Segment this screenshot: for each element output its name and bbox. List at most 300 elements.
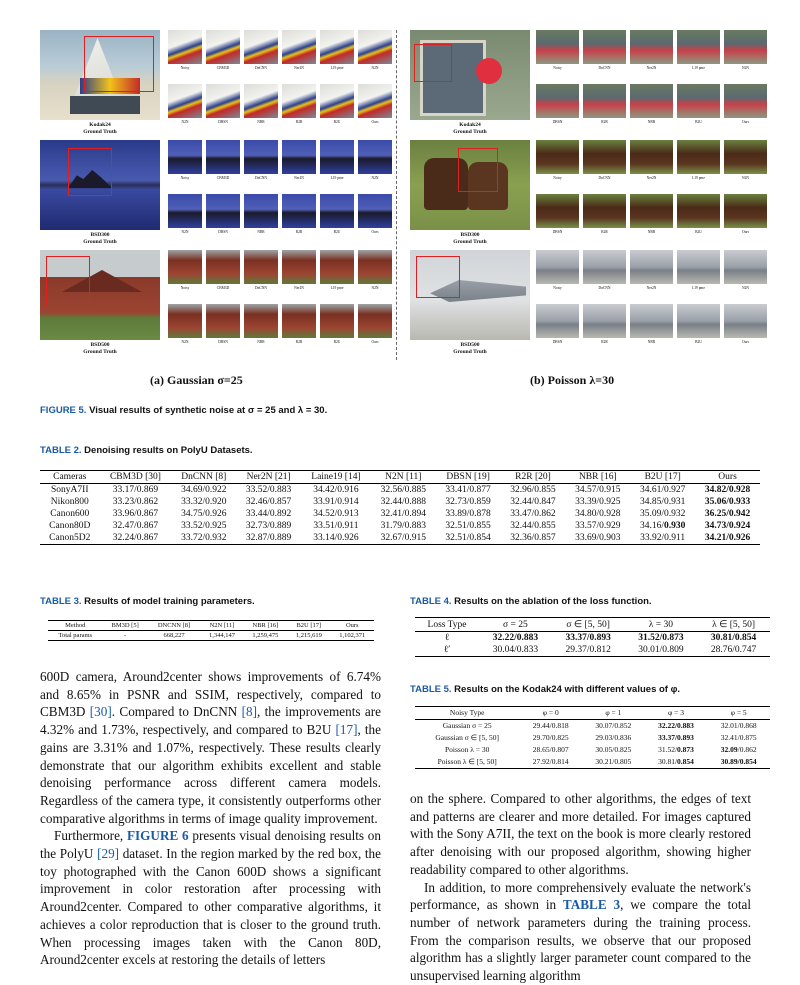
method-label: DnCNN xyxy=(598,286,611,290)
table-cell: 30.21/0.805 xyxy=(595,757,632,766)
table-cell: 33.37/0.893 xyxy=(565,633,611,643)
table-row xyxy=(40,532,760,545)
table-cell: 30.81/0.854 xyxy=(710,633,757,643)
method-thumbnail xyxy=(724,84,767,118)
method-label: N2N xyxy=(742,176,749,180)
figure-panel-poisson xyxy=(410,30,780,387)
table-header-cell: φ = 5 xyxy=(707,707,770,720)
table-header-cell: B2U [17] xyxy=(287,621,330,631)
table-cell: ℓ′ xyxy=(443,645,451,655)
table2-caption-key: TABLE 2. xyxy=(40,445,82,456)
method-label: L19 pme xyxy=(330,66,344,70)
table-cell: 33.72/0.932 xyxy=(181,533,227,543)
figure-caption-text: Visual results of synthetic noise at σ = 25 and λ = 30. xyxy=(89,405,328,416)
panel-divider xyxy=(396,30,397,360)
table-cell: Gaussian σ = 25 xyxy=(442,721,492,730)
table-cell: 1,259,475 xyxy=(252,632,279,639)
table-cell: 29.37/0.812 xyxy=(565,645,611,655)
table-header-cell: λ ∈ [5, 50] xyxy=(697,618,770,632)
method-label: N2N xyxy=(181,340,189,344)
method-label: B2U xyxy=(333,340,341,344)
table-cell: 30.81/0.854 xyxy=(658,757,694,766)
table-cell: 34.61/0.927 xyxy=(639,485,686,495)
method-label: B2U xyxy=(695,340,702,344)
table-cell: 32.73/0.889 xyxy=(245,521,292,531)
method-label: DBSN xyxy=(552,340,563,344)
method-label: DBSN xyxy=(218,120,228,124)
method-label: N2N xyxy=(181,230,189,234)
method-thumbnail xyxy=(244,140,278,174)
table-cell: 33.91/0.914 xyxy=(313,497,359,507)
method-thumbnail xyxy=(630,250,673,284)
table-row xyxy=(48,631,374,641)
table-header-cell: σ = 25 xyxy=(479,618,552,632)
table-cell: 31.52/0.873 xyxy=(658,745,694,754)
table-reference-link[interactable]: TABLE 3 xyxy=(562,897,621,913)
table4-caption-text: Results on the ablation of the loss function. xyxy=(454,596,652,607)
method-label: DnCNN xyxy=(255,286,267,290)
method-label: Ours xyxy=(742,230,749,234)
method-thumbnail xyxy=(168,140,202,174)
thumbnail-grid xyxy=(536,250,776,358)
method-thumbnail xyxy=(536,304,579,338)
table-cell: Total params xyxy=(58,632,93,639)
figure-row-bsd500 xyxy=(410,250,780,360)
table-cell: 27.92/0.814 xyxy=(532,757,569,766)
method-label: NBR xyxy=(647,230,656,234)
table-cell: 32.22/0.883 xyxy=(492,633,539,643)
method-thumbnail xyxy=(677,30,720,64)
method-thumbnail xyxy=(206,304,240,338)
paragraph: on the sphere. Compared to other algorithms, the edges of text and patterns are clearer and more detailed. For images captured with the Sony A7II, the text on the book is more clearly restored after denoising with our proposed algorithm, showing higher readability compared to other algorithms. xyxy=(410,791,751,877)
table-cell: 1,102,371 xyxy=(339,632,366,639)
method-thumbnail xyxy=(724,304,767,338)
table-header-cell: N2N [11] xyxy=(371,471,436,484)
table-cell: 32.24/0.867 xyxy=(112,533,159,543)
ground-truth-caption: BSD300 Ground Truth xyxy=(453,232,487,245)
table-cell: 30.89/0.854 xyxy=(720,757,757,766)
table-cell: 33.69/0.903 xyxy=(575,533,621,543)
table3 xyxy=(48,620,374,641)
table-header-cell: φ = 3 xyxy=(645,707,708,720)
ground-truth-caption: Kodak24 Ground Truth xyxy=(83,122,117,135)
table-cell: Canon600 xyxy=(50,509,90,519)
ground-truth-image xyxy=(40,30,160,120)
method-thumbnail xyxy=(358,84,392,118)
table-cell: 32.73/0.859 xyxy=(445,497,491,507)
method-thumbnail xyxy=(630,140,673,174)
table-header-cell: R2R [20] xyxy=(501,471,566,484)
table-cell: 32.44/0.855 xyxy=(510,521,556,531)
paragraph: Furthermore, FIGURE 6 presents visual denoising results on the PolyU [29] dataset. In the region marked by the red box, the toy photographed with the Canon 600D shows a significant improvement in color restoration after processing with Around2center. Compared to other comparative algorithms, it achieves a color reproduction that is closer to the ground truth. When processing images taken with the Canon 80D, Around2center excels at restoring the details of letters xyxy=(40,828,381,968)
table-header-cell: Method xyxy=(48,621,103,631)
method-label: DBSN xyxy=(552,120,563,124)
table-header-cell: DNCNN [8] xyxy=(148,621,201,631)
figure-row-bsd500 xyxy=(40,250,400,360)
table5 xyxy=(415,706,770,769)
method-thumbnail xyxy=(677,250,720,284)
table-cell: 34.73/0.924 xyxy=(704,521,751,531)
method-thumbnail xyxy=(244,250,278,284)
table-cell: 33.41/0.877 xyxy=(445,485,491,495)
figure-row-kodak24 xyxy=(40,30,400,140)
method-thumbnail xyxy=(282,140,316,174)
method-thumbnail xyxy=(168,304,202,338)
method-thumbnail xyxy=(583,304,626,338)
method-label: CBM3D xyxy=(216,286,230,290)
figure-row-bsd300 xyxy=(40,140,400,250)
figure-reference-link[interactable]: FIGURE 6 xyxy=(126,828,189,844)
table-cell: 34.21/0.926 xyxy=(704,533,751,543)
table-cell: 32.41/0.875 xyxy=(720,733,757,742)
method-thumbnail xyxy=(358,30,392,64)
table-cell: Poisson λ ∈ [5, 50] xyxy=(437,757,497,766)
method-thumbnail xyxy=(630,304,673,338)
table-header-cell: NBR [16] xyxy=(565,471,630,484)
method-thumbnail xyxy=(168,250,202,284)
method-label: NBR xyxy=(257,120,265,124)
figure-caption-key: FIGURE 5. xyxy=(40,405,87,416)
table4-caption xyxy=(410,596,652,607)
method-thumbnail xyxy=(358,304,392,338)
method-label: L19 pme xyxy=(330,286,344,290)
table-row xyxy=(415,756,770,769)
method-thumbnail xyxy=(206,194,240,228)
table-cell: 34.85/0.931 xyxy=(639,497,686,507)
method-thumbnail xyxy=(244,304,278,338)
citation-link[interactable]: [29] xyxy=(97,846,120,862)
method-thumbnail xyxy=(583,84,626,118)
method-thumbnail xyxy=(677,304,720,338)
method-thumbnail xyxy=(536,250,579,284)
table-cell: 34.16/0.930 xyxy=(639,521,686,531)
method-label: L19 pme xyxy=(692,176,705,180)
method-thumbnail xyxy=(677,140,720,174)
table-header-cell: Ours xyxy=(331,621,374,631)
table-cell: 36.25/0.942 xyxy=(704,509,751,519)
method-label: Ours xyxy=(371,340,379,344)
method-label: Ours xyxy=(371,230,379,234)
table-cell: Canon80D xyxy=(49,521,91,531)
table-cell: - xyxy=(124,632,127,639)
table-cell: 32.41/0.894 xyxy=(380,509,426,519)
table-cell: 32.56/0.885 xyxy=(380,485,426,495)
method-label: CBM3D xyxy=(216,66,230,70)
method-label: DnCNN xyxy=(255,176,267,180)
table-cell: 33.37/0.893 xyxy=(658,733,694,742)
method-label: Noisy xyxy=(553,66,562,70)
table-cell: 33.47/0.862 xyxy=(510,509,556,519)
method-thumbnail xyxy=(244,30,278,64)
table-header-cell: λ = 30 xyxy=(625,618,698,632)
method-thumbnail xyxy=(724,140,767,174)
table-cell: 1,344,147 xyxy=(209,632,236,639)
method-label: B2U xyxy=(333,120,341,124)
citation-link[interactable]: [8] xyxy=(241,704,257,720)
table-cell: 34.80/0.928 xyxy=(575,509,621,519)
method-thumbnail xyxy=(358,140,392,174)
method-label: Ours xyxy=(742,120,749,124)
table-row xyxy=(415,632,770,645)
table-cell: 30.05/0.825 xyxy=(595,745,632,754)
table-header-cell: DBSN [19] xyxy=(436,471,501,484)
table-row xyxy=(40,520,760,532)
citation-link[interactable]: [30] xyxy=(89,704,112,720)
method-thumbnail xyxy=(536,140,579,174)
method-thumbnail xyxy=(282,84,316,118)
table-cell: 32.46/0.857 xyxy=(245,497,292,507)
table-header-cell: σ ∈ [5, 50] xyxy=(552,618,625,632)
thumbnail-grid xyxy=(168,140,398,248)
paragraph: 600D camera, Around2center shows improvements of 6.74% and 8.65% in PSNR and SSIM, respectively, compared to CBM3D [30]. Compared to DnCNN [8], the improvements are 4.32% and 1.73%, respectively, and compared to B2U [17], the gains are 3.31% and 1.07%, respectively. These results clearly demonstrate that our algorithm exhibits excellent and stable denoising performance across different camera models. Regardless of the camera type, it consistently outperforms other comparative algorithms in terms of image quality improvement. xyxy=(40,669,381,826)
table-cell: 33.17/0.869 xyxy=(112,485,159,495)
table-cell: 32.96/0.855 xyxy=(510,485,556,495)
table-cell: 33.51/0.911 xyxy=(313,521,359,531)
figure-5 xyxy=(40,30,780,390)
method-label: N2N xyxy=(371,66,379,70)
method-thumbnail xyxy=(320,84,354,118)
method-thumbnail xyxy=(724,194,767,228)
method-label: L19 pme xyxy=(330,176,344,180)
method-thumbnail xyxy=(630,194,673,228)
thumbnail-grid xyxy=(536,30,776,138)
table2-caption-text: Denoising results on PolyU Datasets. xyxy=(84,445,253,456)
method-label: R2R xyxy=(601,340,608,344)
method-thumbnail xyxy=(206,140,240,174)
figure-caption xyxy=(40,405,327,416)
method-label: B2U xyxy=(695,120,702,124)
table-row xyxy=(415,744,770,756)
table-cell: 32.22/0.883 xyxy=(658,721,694,730)
method-label: DBSN xyxy=(218,340,228,344)
method-label: N2N xyxy=(742,66,749,70)
method-label: CBM3D xyxy=(216,176,230,180)
table-cell: 34.42/0.916 xyxy=(313,485,359,495)
method-label: Noisy xyxy=(180,286,190,290)
thumbnail-grid xyxy=(168,30,398,138)
table-cell: ℓ xyxy=(444,633,450,643)
table-cell: 30.01/0.809 xyxy=(638,645,684,655)
table-cell: 32.67/0.915 xyxy=(380,533,426,543)
method-thumbnail xyxy=(282,30,316,64)
ground-truth-caption: BSD500 Ground Truth xyxy=(453,342,487,355)
table-header-cell: Loss Type xyxy=(415,618,479,632)
subfigure-caption-gaussian: (a) Gaussian σ=25 xyxy=(150,373,243,387)
figure-row-bsd300 xyxy=(410,140,780,250)
table-header-cell: N2N [11] xyxy=(200,621,243,631)
table-cell: 34.82/0.928 xyxy=(704,485,751,495)
table-cell: 29.70/0.825 xyxy=(532,733,569,742)
ground-truth-image xyxy=(40,140,160,230)
table-cell: 33.52/0.925 xyxy=(181,521,227,531)
table4 xyxy=(415,617,770,657)
paragraph: In addition, to more comprehensively evaluate the network's performance, as shown in TABLE 3, we compare the total number of network parameters during the training process. From the comparison results, we observe that our proposed algorithm has a slightly larger parameter count compared to the unsupervised learning algorithm xyxy=(410,879,752,984)
method-label: NBR xyxy=(647,340,656,344)
method-thumbnail xyxy=(320,30,354,64)
table-cell: 33.52/0.883 xyxy=(245,485,292,495)
method-thumbnail xyxy=(282,250,316,284)
method-label: N2N xyxy=(181,120,189,124)
table-cell: Nikon800 xyxy=(50,497,89,507)
ground-truth-image xyxy=(410,250,530,340)
method-label: N2N xyxy=(742,286,749,290)
table-cell: 30.04/0.833 xyxy=(492,645,539,655)
method-thumbnail xyxy=(358,194,392,228)
ground-truth-image xyxy=(40,250,160,340)
table-header-cell: φ = 1 xyxy=(582,707,645,720)
table-header-cell: CBM3D [30] xyxy=(100,471,172,484)
table-cell: 32.44/0.847 xyxy=(510,497,556,507)
method-label: L19 pme xyxy=(692,286,705,290)
table-header-cell: B2U [17] xyxy=(630,471,695,484)
table-cell: SonyA7II xyxy=(51,485,89,495)
method-label: Noisy xyxy=(553,176,562,180)
method-thumbnail xyxy=(536,30,579,64)
table-cell: 33.39/0.925 xyxy=(575,497,621,507)
table3-caption-key: TABLE 3. xyxy=(40,596,82,607)
table-cell: 32.51/0.854 xyxy=(445,533,491,543)
table-cell: 32.09/0.862 xyxy=(720,745,757,754)
figure-row-kodak24 xyxy=(410,30,780,140)
table-cell: 32.51/0.855 xyxy=(445,521,491,531)
ground-truth-image xyxy=(410,30,530,120)
method-thumbnail xyxy=(206,84,240,118)
method-label: R2R xyxy=(295,340,303,344)
method-thumbnail xyxy=(536,194,579,228)
method-label: DnCNN xyxy=(598,176,611,180)
method-thumbnail xyxy=(320,304,354,338)
table-row xyxy=(40,484,760,497)
table-cell: 668,227 xyxy=(163,632,185,639)
table-header-cell: NBR [16] xyxy=(244,621,287,631)
citation-link[interactable]: [17] xyxy=(335,722,358,738)
table-cell: 34.52/0.913 xyxy=(313,509,359,519)
table-cell: Canon5D2 xyxy=(49,533,91,543)
method-thumbnail xyxy=(282,194,316,228)
table-cell: 32.01/0.868 xyxy=(720,721,757,730)
method-thumbnail xyxy=(206,30,240,64)
method-thumbnail xyxy=(358,250,392,284)
table-cell: 32.44/0.888 xyxy=(380,497,426,507)
table-cell: 34.75/0.926 xyxy=(181,509,227,519)
method-thumbnail xyxy=(320,194,354,228)
table5-caption-key: TABLE 5. xyxy=(410,684,452,695)
method-label: L19 pme xyxy=(692,66,705,70)
table-cell: 28.65/0.807 xyxy=(532,745,569,754)
table-row xyxy=(40,508,760,520)
table5-caption xyxy=(410,684,680,695)
table-cell: 29.03/0.836 xyxy=(595,733,632,742)
method-label: Ner2N xyxy=(294,66,304,70)
method-label: Ner2N xyxy=(294,286,304,290)
method-label: Ner2N xyxy=(646,176,657,180)
body-text-left-column xyxy=(40,668,381,969)
method-label: B2U xyxy=(695,230,702,234)
method-label: N2N xyxy=(371,176,379,180)
method-thumbnail xyxy=(677,194,720,228)
table-cell: 33.89/0.878 xyxy=(445,509,491,519)
table-cell: 29.44/0.818 xyxy=(532,721,569,730)
table-cell: 33.44/0.892 xyxy=(245,509,292,519)
method-thumbnail xyxy=(536,84,579,118)
table-row xyxy=(415,720,770,733)
method-label: Ner2N xyxy=(294,176,304,180)
method-thumbnail xyxy=(168,194,202,228)
table-row xyxy=(415,644,770,657)
table-header-cell: Ours xyxy=(695,471,760,484)
body-text-right-column xyxy=(410,790,751,985)
method-thumbnail xyxy=(630,30,673,64)
table-header-cell: DnCNN [8] xyxy=(171,471,236,484)
method-label: Noisy xyxy=(180,66,190,70)
method-thumbnail xyxy=(282,304,316,338)
table-header-cell: Ner2N [21] xyxy=(236,471,301,484)
table-row xyxy=(415,732,770,744)
table-cell: 1,215,619 xyxy=(295,632,322,639)
table-cell: 34.57/0.915 xyxy=(575,485,621,495)
method-thumbnail xyxy=(244,194,278,228)
method-label: NBR xyxy=(257,230,265,234)
table-header-cell: Noisy Type xyxy=(415,707,519,720)
method-label: R2R xyxy=(295,230,303,234)
thumbnail-grid xyxy=(168,250,398,358)
method-label: DBSN xyxy=(218,230,228,234)
table-header-cell: φ = 0 xyxy=(519,707,582,720)
table-cell: Poisson λ = 30 xyxy=(445,745,490,754)
method-label: NBR xyxy=(257,340,265,344)
thumbnail-grid xyxy=(536,140,776,248)
table-cell: 28.76/0.747 xyxy=(710,645,757,655)
method-label: Ner2N xyxy=(646,66,657,70)
table-cell: 34.69/0.922 xyxy=(181,485,227,495)
table4-caption-key: TABLE 4. xyxy=(410,596,452,607)
method-thumbnail xyxy=(168,30,202,64)
method-label: R2R xyxy=(601,230,608,234)
table-cell: 31.52/0.873 xyxy=(638,633,684,643)
table-header-cell: Laine19 [14] xyxy=(301,471,371,484)
method-label: DnCNN xyxy=(255,66,267,70)
table-cell: Gaussian σ ∈ [5, 50] xyxy=(435,733,500,742)
table2-caption xyxy=(40,445,253,456)
ground-truth-image xyxy=(410,140,530,230)
table-cell: 33.92/0.911 xyxy=(640,533,686,543)
table3-caption-text: Results of model training parameters. xyxy=(84,596,255,607)
method-thumbnail xyxy=(206,250,240,284)
table-row xyxy=(40,496,760,508)
table5-caption-text: Results on the Kodak24 with different values of φ. xyxy=(454,684,681,695)
method-thumbnail xyxy=(630,84,673,118)
table-cell: 33.23/0.862 xyxy=(112,497,159,507)
figure-panel-gaussian xyxy=(40,30,396,387)
table-cell: 33.32/0.920 xyxy=(181,497,227,507)
method-label: Noisy xyxy=(180,176,190,180)
subfigure-caption-poisson: (b) Poisson λ=30 xyxy=(530,373,615,387)
method-label: B2U xyxy=(333,230,341,234)
ground-truth-caption: BSD500 Ground Truth xyxy=(83,342,117,355)
table-cell: 30.07/0.852 xyxy=(595,721,632,730)
table-header-cell: BM3D [5] xyxy=(103,621,148,631)
method-label: Noisy xyxy=(553,286,562,290)
table-cell: 32.87/0.889 xyxy=(245,533,292,543)
table-cell: 32.36/0.857 xyxy=(510,533,556,543)
method-label: Ours xyxy=(742,340,749,344)
method-label: NBR xyxy=(647,120,656,124)
method-thumbnail xyxy=(244,84,278,118)
method-thumbnail xyxy=(583,250,626,284)
table-cell: 35.06/0.933 xyxy=(704,497,751,507)
method-thumbnail xyxy=(583,140,626,174)
method-thumbnail xyxy=(320,140,354,174)
